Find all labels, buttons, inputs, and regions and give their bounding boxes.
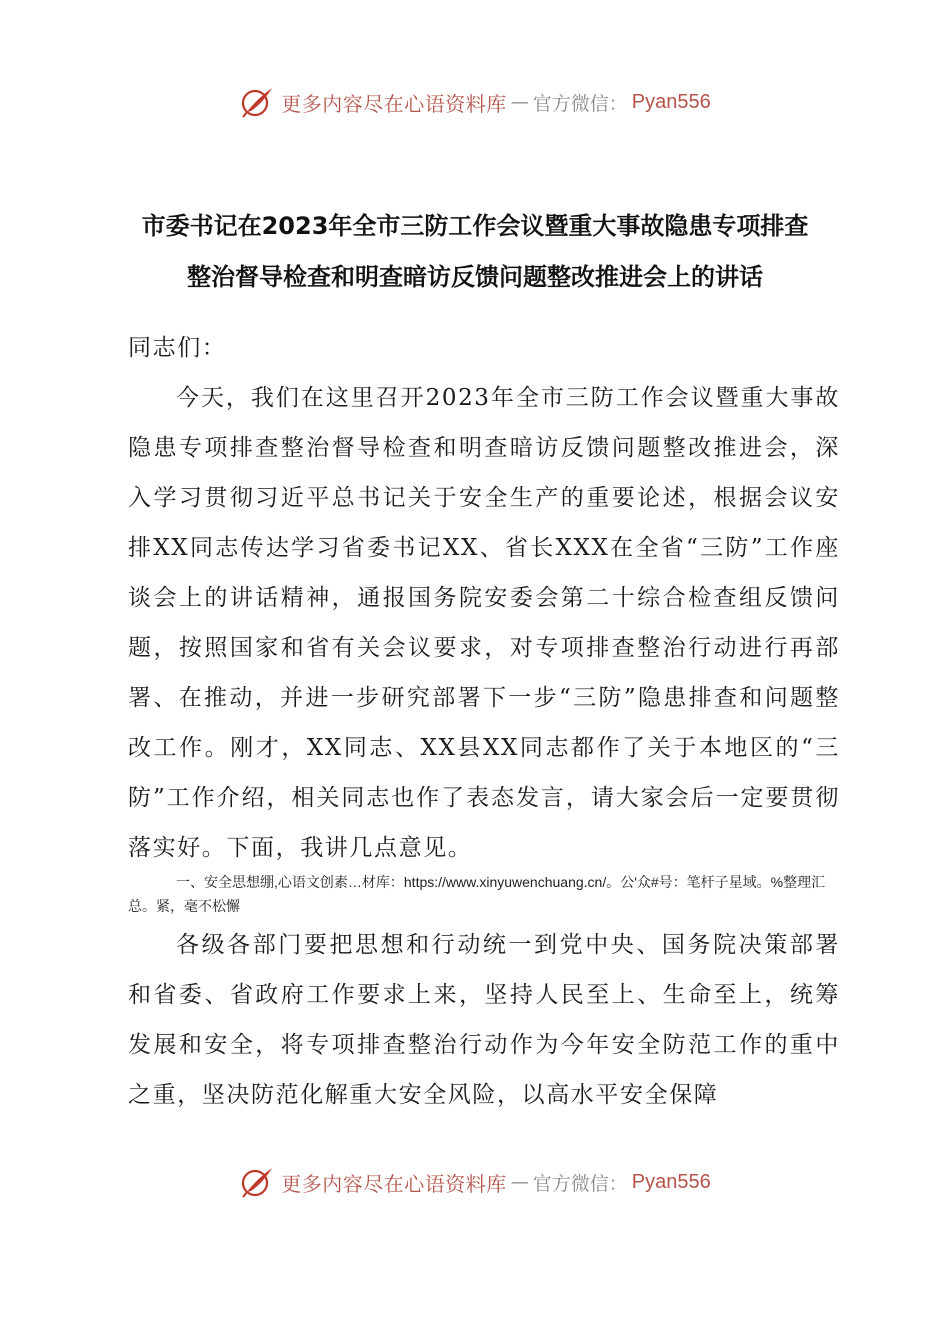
banner-separator: — [510, 91, 529, 113]
header-banner [0, 80, 950, 124]
body-paragraph-1: 今天，我们在这里召开2023年全市三防工作会议暨重大事故隐患专项排查整治督导检查和明查暗访反馈问题整改推进会，深入学习贯彻习近平总书记关于安全生产的重要论述，根据会议安排XX同志传达学习省委书记XX、省长XXX在全省“三防”工作座谈会上的讲话精神，通报国务院安委会第二十综合检查组反馈问题，按照国家和省有关会议要求，对专项排查整治行动进行再部署、在推动，并进一步研究部署下一步“三防”隐患排查和问题整改工作。刚才，XX同志、XX县XX同志都作了关于本地区的“三防”工作介绍，相关同志也作了表态发言，请大家会后一定要贯彻落实好。下面，我讲几点意见。 [128, 385, 840, 861]
banner-title: 更多内容尽在心语资料库 [281, 91, 507, 116]
greeting: 同志们： [128, 335, 227, 361]
footer-banner [0, 1160, 950, 1204]
banner-contact-id: Pyan556 [631, 90, 711, 113]
document-title-line1: 市委书记在2023年全市三防工作会议暨重大事故隐患专项排查 [141, 212, 809, 240]
feather-pen-icon [239, 84, 275, 120]
document-title-line2: 整治督导检查和明查暗访反馈问题整改推进会上的讲话 [187, 263, 763, 291]
banner-contact-label: 官方微信： [532, 92, 628, 115]
banner-separator: — [510, 1171, 529, 1193]
banner-contact-label: 官方微信： [532, 1172, 628, 1195]
banner-contact-id: Pyan556 [631, 1170, 711, 1193]
section-heading-note: 一、安全思想绷,心语文创素…材库：https://www.xinyuwenchuang.cn/。公'众#号：笔杆子星域。%整理汇总。紧，毫不松懈 [128, 874, 826, 914]
feather-pen-icon [239, 1164, 275, 1200]
banner-title: 更多内容尽在心语资料库 [281, 1171, 507, 1196]
body-paragraph-2: 各级各部门要把思想和行动统一到党中央、国务院决策部署和省委、省政府工作要求上来，坚持人民至上、生命至上，统筹发展和安全，将专项排查整治行动作为今年安全防范工作的重中之重，坚决防范化解重大安全风险，以高水平安全保障 [128, 932, 840, 1108]
